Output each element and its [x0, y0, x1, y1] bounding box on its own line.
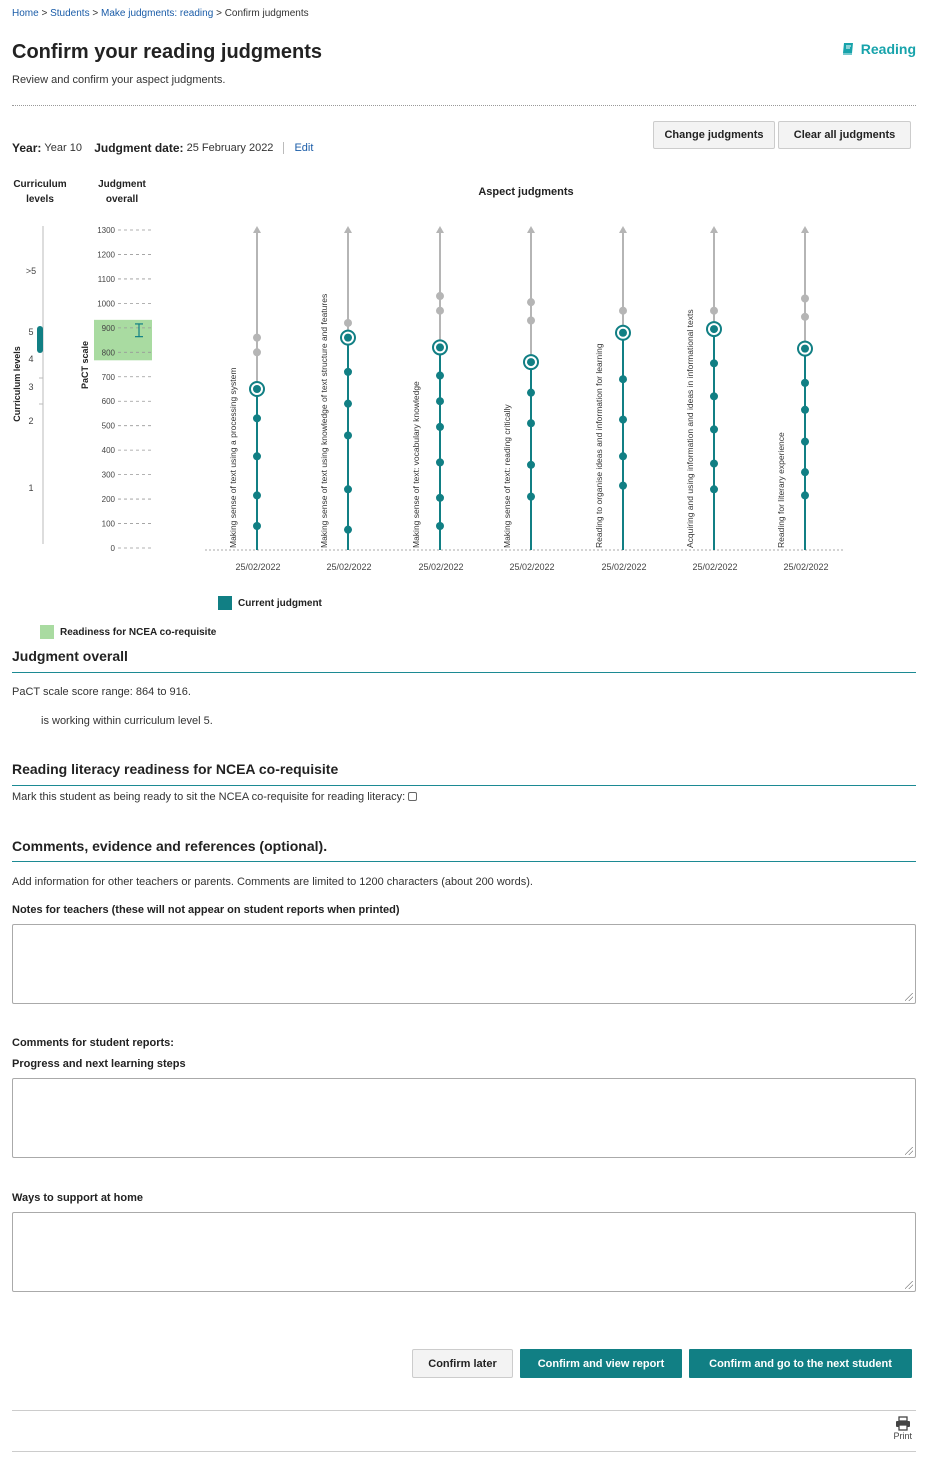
judgment-point	[801, 379, 809, 387]
aspect-arrow	[619, 226, 627, 233]
judgment-point	[801, 438, 809, 446]
aspect-label: Acquiring and using information and ideas in informational texts	[685, 309, 695, 548]
future-point	[436, 292, 444, 300]
aspect-date: 25/02/2022	[601, 562, 647, 572]
judgment-point	[527, 493, 535, 501]
judgment-point	[344, 485, 352, 493]
judgment-point	[527, 461, 535, 469]
scale-tick-label: 300	[101, 470, 115, 480]
pact-axis-label: PaCT scale	[80, 340, 90, 390]
future-point	[801, 313, 809, 321]
year-label: Year:	[12, 141, 42, 155]
divider	[12, 672, 916, 673]
readiness-heading: Reading literacy readiness for NCEA co-requisite	[12, 761, 339, 777]
judgment-point	[253, 414, 261, 422]
judgment-point	[253, 522, 261, 530]
progress-textarea[interactable]	[12, 1078, 916, 1158]
scale-tick-label: 800	[101, 348, 115, 358]
aspect-date: 25/02/2022	[692, 562, 738, 572]
aspect-arrow	[344, 226, 352, 233]
breadcrumb-current: Confirm judgments	[224, 8, 309, 19]
aspect-label: Making sense of text: reading critically	[502, 404, 512, 548]
curriculum-level-text: is working within curriculum level 5.	[41, 715, 213, 727]
judgment-point	[344, 400, 352, 408]
printer-icon	[895, 1416, 911, 1431]
scale-score-range: PaCT scale score range: 864 to 916.	[12, 686, 191, 698]
curriculum-level-tick: 1	[28, 483, 34, 493]
judgment-point	[619, 375, 627, 383]
readiness-row	[12, 791, 417, 803]
curriculum-level-tick: 5	[28, 327, 34, 337]
breadcrumb-separator: >	[216, 8, 222, 19]
judgment-point	[801, 406, 809, 414]
judgment-point	[710, 359, 718, 367]
judgment-date-value: 25 February 2022	[186, 142, 274, 154]
teachers-notes-textarea[interactable]	[12, 924, 916, 1004]
resize-handle[interactable]	[905, 1281, 913, 1289]
aspect-arrow	[710, 226, 718, 233]
judgment-point	[344, 368, 352, 376]
future-point	[344, 319, 352, 327]
year-value: Year 10	[44, 142, 82, 154]
scale-tick-label: 1300	[97, 226, 115, 235]
breadcrumb-make-judgments-link[interactable]: Make judgments: reading	[100, 8, 214, 19]
judgment-overall-header: overall	[105, 194, 139, 205]
judgment-point	[619, 416, 627, 424]
judgment-point	[436, 522, 444, 530]
future-point	[436, 307, 444, 315]
scale-tick-label: 1100	[97, 274, 115, 284]
aspect-label: Making sense of text: vocabulary knowledge	[411, 381, 421, 548]
judgment-point	[436, 397, 444, 405]
judgment-overall-heading: Judgment overall	[12, 648, 128, 664]
judgment-point	[436, 372, 444, 380]
current-judgment-point	[344, 334, 352, 342]
divider	[12, 105, 916, 106]
current-judgment-point	[710, 325, 718, 333]
current-judgment-point	[436, 343, 444, 351]
current-level-marker	[37, 326, 43, 353]
student-reports-label: Comments for student reports:	[12, 1037, 174, 1049]
scale-tick-label: 1000	[97, 299, 115, 309]
scale-tick-label: 900	[101, 323, 115, 333]
confirm-and-next-student-button[interactable]: Confirm and go to the next student	[689, 1349, 912, 1378]
aspect-date: 25/02/2022	[418, 562, 464, 572]
future-point	[619, 307, 627, 315]
book-icon	[841, 42, 855, 56]
current-judgment-point	[619, 329, 627, 337]
judgment-date-label: Judgment date:	[94, 141, 184, 155]
teachers-notes-label: Notes for teachers (these will not appear on student reports when printed)	[12, 904, 400, 916]
judgment-point	[710, 425, 718, 433]
legend-readiness	[40, 625, 216, 639]
judgment-point	[527, 389, 535, 397]
scale-tick-label: 700	[101, 372, 115, 382]
aspect-date: 25/02/2022	[326, 562, 372, 572]
breadcrumb-students-link[interactable]: Students	[50, 8, 90, 19]
future-point	[253, 334, 261, 342]
breadcrumb-separator: >	[92, 8, 99, 19]
legend-current-label: Current judgment	[238, 597, 322, 609]
judgment-point	[344, 526, 352, 534]
aspect-date: 25/02/2022	[235, 562, 281, 572]
change-judgments-button[interactable]: Change judgments	[653, 121, 775, 149]
current-judgment-point	[253, 385, 261, 393]
legend-readiness-swatch	[40, 625, 54, 639]
support-at-home-textarea[interactable]	[12, 1212, 916, 1292]
divider	[12, 785, 916, 786]
breadcrumb	[12, 8, 309, 19]
aspect-date: 25/02/2022	[783, 562, 829, 572]
future-point	[527, 298, 535, 306]
curriculum-level-tick: >5	[25, 266, 37, 276]
judgments-chart	[0, 170, 926, 620]
judgment-overall-header: Judgment	[98, 179, 146, 190]
aspect-label: Making sense of text using knowledge of text structure and features	[319, 293, 329, 548]
resize-handle[interactable]	[905, 1147, 913, 1155]
scale-tick-label: 600	[101, 397, 115, 407]
breadcrumb-separator: >	[41, 8, 48, 19]
curriculum-levels-header: Curriculum	[13, 179, 67, 190]
legend-readiness-label: Readiness for NCEA co-requisite	[60, 626, 217, 638]
aspect-arrow	[527, 226, 535, 233]
legend-current-swatch	[218, 596, 232, 610]
future-point	[801, 294, 809, 302]
judgment-point	[436, 423, 444, 431]
curriculum-level-tick: 2	[28, 416, 34, 426]
curriculum-level-tick: 4	[28, 354, 34, 364]
judgment-point	[801, 468, 809, 476]
judgment-point	[801, 491, 809, 499]
scale-tick-label: 100	[101, 519, 115, 529]
judgment-point	[710, 460, 718, 468]
page-title: Confirm your reading judgments	[12, 41, 323, 63]
subject-badge	[841, 41, 916, 57]
scale-tick-label: 400	[101, 446, 115, 456]
print-button[interactable]	[893, 1416, 912, 1441]
judgment-point	[619, 452, 627, 460]
aspect-arrow	[436, 226, 444, 233]
judgment-point	[344, 431, 352, 439]
judgment-point	[436, 494, 444, 502]
future-point	[527, 317, 535, 325]
readiness-checkbox[interactable]	[408, 792, 417, 801]
divider	[12, 1410, 916, 1411]
scale-tick-label: 0	[110, 544, 115, 553]
curriculum-level-tick: 3	[28, 382, 34, 392]
judgment-point	[710, 485, 718, 493]
legend-current	[218, 596, 322, 610]
scale-tick-label: 1200	[97, 250, 115, 260]
readiness-checkbox-label: Mark this student as being ready to sit the NCEA co-requisite for reading literacy:	[12, 791, 406, 803]
clear-all-judgments-button[interactable]: Clear all judgments	[778, 121, 911, 149]
comments-heading: Comments, evidence and references (optional).	[12, 838, 328, 854]
aspect-date: 25/02/2022	[509, 562, 555, 572]
comments-intro: Add information for other teachers or parents. Comments are limited to 1200 characters (about 200 words).	[12, 876, 533, 888]
divider	[12, 1451, 916, 1452]
breadcrumb-home-link[interactable]: Home	[12, 8, 39, 19]
judgment-point	[436, 458, 444, 466]
subject-name: Reading	[860, 41, 916, 57]
chart-title: Aspect judgments	[478, 186, 574, 198]
current-judgment-point	[527, 358, 535, 366]
aspect-label: Making sense of text using a processing system	[228, 367, 238, 548]
page-subtitle: Review and confirm your aspect judgments.	[12, 74, 226, 86]
judgment-meta	[12, 141, 313, 155]
curriculum-axis-label: Curriculum levels	[12, 346, 22, 422]
judgment-point	[619, 482, 627, 490]
scale-tick-label: 200	[101, 495, 115, 505]
divider	[12, 861, 916, 862]
progress-label: Progress and next learning steps	[12, 1058, 186, 1070]
confirm-and-view-report-button[interactable]: Confirm and view report	[520, 1349, 682, 1378]
aspect-arrow	[253, 226, 261, 233]
edit-date-link[interactable]: Edit	[283, 142, 313, 154]
judgment-point	[253, 452, 261, 460]
aspect-label: Reading to organise ideas and information for learning	[594, 343, 604, 548]
support-at-home-label: Ways to support at home	[12, 1192, 143, 1204]
judgment-point	[253, 491, 261, 499]
future-point	[710, 307, 718, 315]
current-judgment-point	[801, 345, 809, 353]
print-label: Print	[893, 1431, 912, 1441]
judgment-point	[527, 419, 535, 427]
aspect-label: Reading for literary experience	[776, 432, 786, 548]
curriculum-levels-header: levels	[26, 194, 54, 205]
aspect-arrow	[801, 226, 809, 233]
resize-handle[interactable]	[905, 993, 913, 1001]
judgment-point	[710, 392, 718, 400]
future-point	[253, 348, 261, 356]
confirm-later-button[interactable]: Confirm later	[412, 1349, 513, 1378]
scale-tick-label: 500	[101, 421, 115, 431]
